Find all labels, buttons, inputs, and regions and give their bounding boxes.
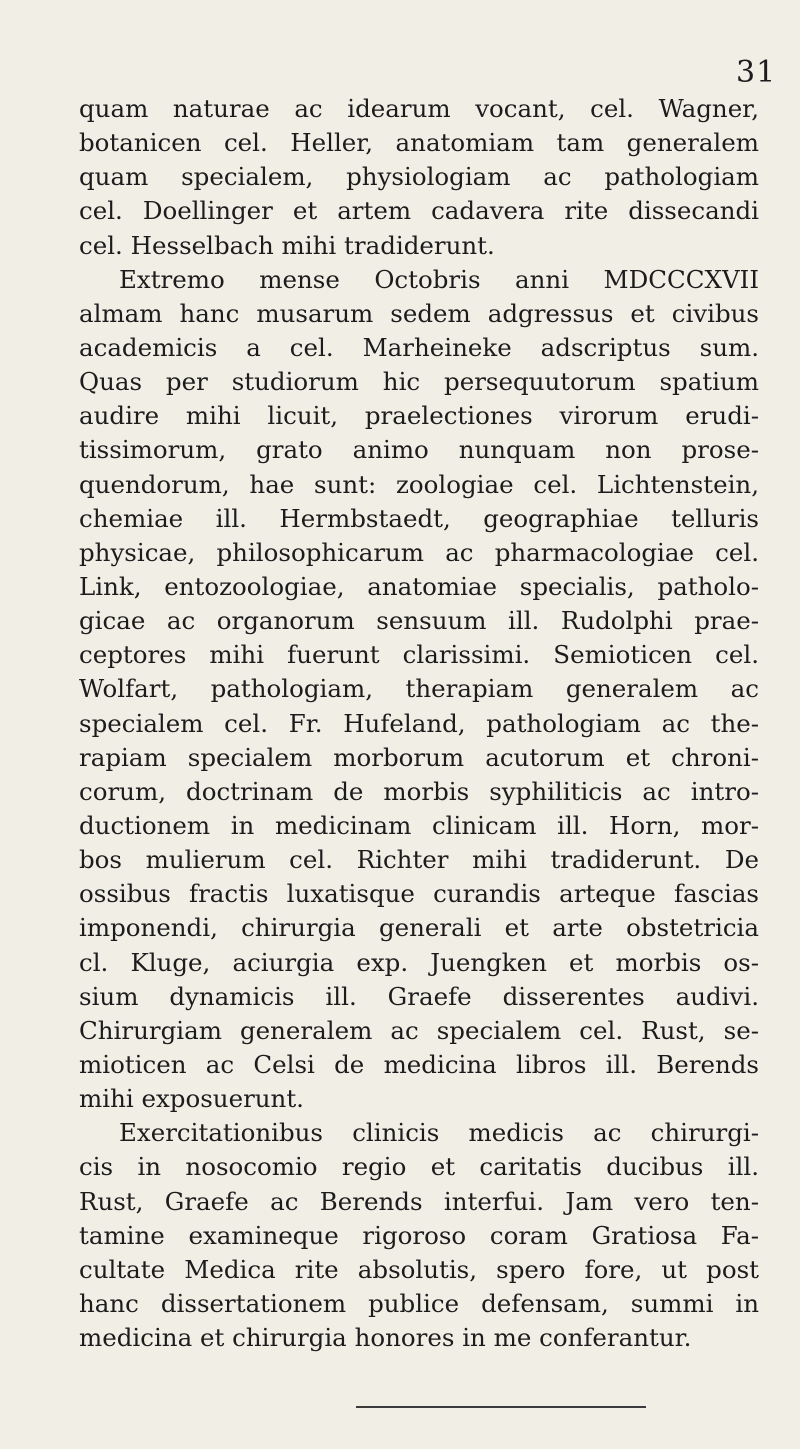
- text-line: Extremo mense Octobris anni MDCCCXVII: [119, 264, 759, 294]
- text-line: ceptores mihi fuerunt clarissimi. Semioticen cel.: [79, 640, 759, 670]
- text-line: cl. Kluge, aciurgia exp. Juengken et morbis os-: [79, 947, 759, 977]
- text-line: quam naturae ac idearum vocant, cel. Wagner,: [79, 94, 759, 123]
- text-line: botanicen cel. Heller, anatomiam tam generalem: [79, 128, 759, 158]
- text-line: cultate Medica rite absolutis, spero fore, ut post: [79, 1254, 759, 1284]
- text-line: Wolfart, pathologiam, therapiam generalem ac: [79, 674, 759, 704]
- text-line: sium dynamicis ill. Graefe disserentes audivi.: [79, 981, 759, 1011]
- text-line: academicis a cel. Marheineke adscriptus sum.: [79, 332, 759, 362]
- text-line: cel. Hesselbach mihi tradiderunt.: [79, 230, 495, 260]
- footer-rule: [356, 1406, 646, 1408]
- text-line: quam specialem, physiologiam ac pathologiam: [79, 162, 759, 192]
- text-line: Exercitationibus clinicis medicis ac chirurgi-: [119, 1118, 759, 1148]
- text-line: Quas per studiorum hic persequutorum spatium: [79, 367, 759, 397]
- text-line: tissimorum, grato animo nunquam non prose-: [79, 435, 759, 465]
- text-line: Rust, Graefe ac Berends interfui. Jam vero ten-: [79, 1186, 759, 1216]
- text-line: audire mihi licuit, praelectiones virorum erudi-: [79, 401, 759, 431]
- body-text: [79, 92, 759, 1355]
- text-line: ossibus fractis luxatisque curandis arteque fascias: [79, 879, 759, 909]
- text-line: gicae ac organorum sensuum ill. Rudolphi prae-: [79, 606, 759, 636]
- text-line: ductionem in medicinam clinicam ill. Horn, mor-: [79, 810, 759, 840]
- text-line: cel. Doellinger et artem cadavera rite dissecandi: [79, 196, 759, 226]
- text-line: hanc dissertationem publice defensam, summi in: [79, 1288, 759, 1318]
- text-line: Chirurgiam generalem ac specialem cel. Rust, se-: [79, 1015, 759, 1045]
- text-line: chemiae ill. Hermbstaedt, geographiae telluris: [79, 503, 759, 533]
- text-line: mioticen ac Celsi de medicina libros ill. Berends: [79, 1049, 759, 1079]
- text-line: medicina et chirurgia honores in me conferantur.: [79, 1323, 692, 1353]
- text-line: specialem cel. Fr. Hufeland, pathologiam ac the-: [79, 708, 759, 738]
- text-line: corum, doctrinam de morbis syphiliticis ac intro-: [79, 776, 759, 806]
- text-line: physicae, philosophicarum ac pharmacologiae cel.: [79, 537, 759, 567]
- text-line: imponendi, chirurgia generali et arte obstetricia: [79, 913, 759, 943]
- text-line: mihi exposuerunt.: [79, 1084, 304, 1114]
- text-line: Link, entozoologiae, anatomiae specialis, patholo-: [79, 571, 759, 601]
- text-line: quendorum, hae sunt: zoologiae cel. Lichtenstein,: [79, 469, 759, 499]
- text-line: cis in nosocomio regio et caritatis ducibus ill.: [79, 1152, 759, 1182]
- text-line: tamine examineque rigoroso coram Gratiosa Fa-: [79, 1220, 759, 1250]
- text-line: rapiam specialem morborum acutorum et chroni-: [79, 742, 759, 772]
- text-line: bos mulierum cel. Richter mihi tradiderunt. De: [79, 845, 759, 875]
- page-number: 31: [736, 55, 777, 90]
- text-line: almam hanc musarum sedem adgressus et civibus: [79, 298, 759, 328]
